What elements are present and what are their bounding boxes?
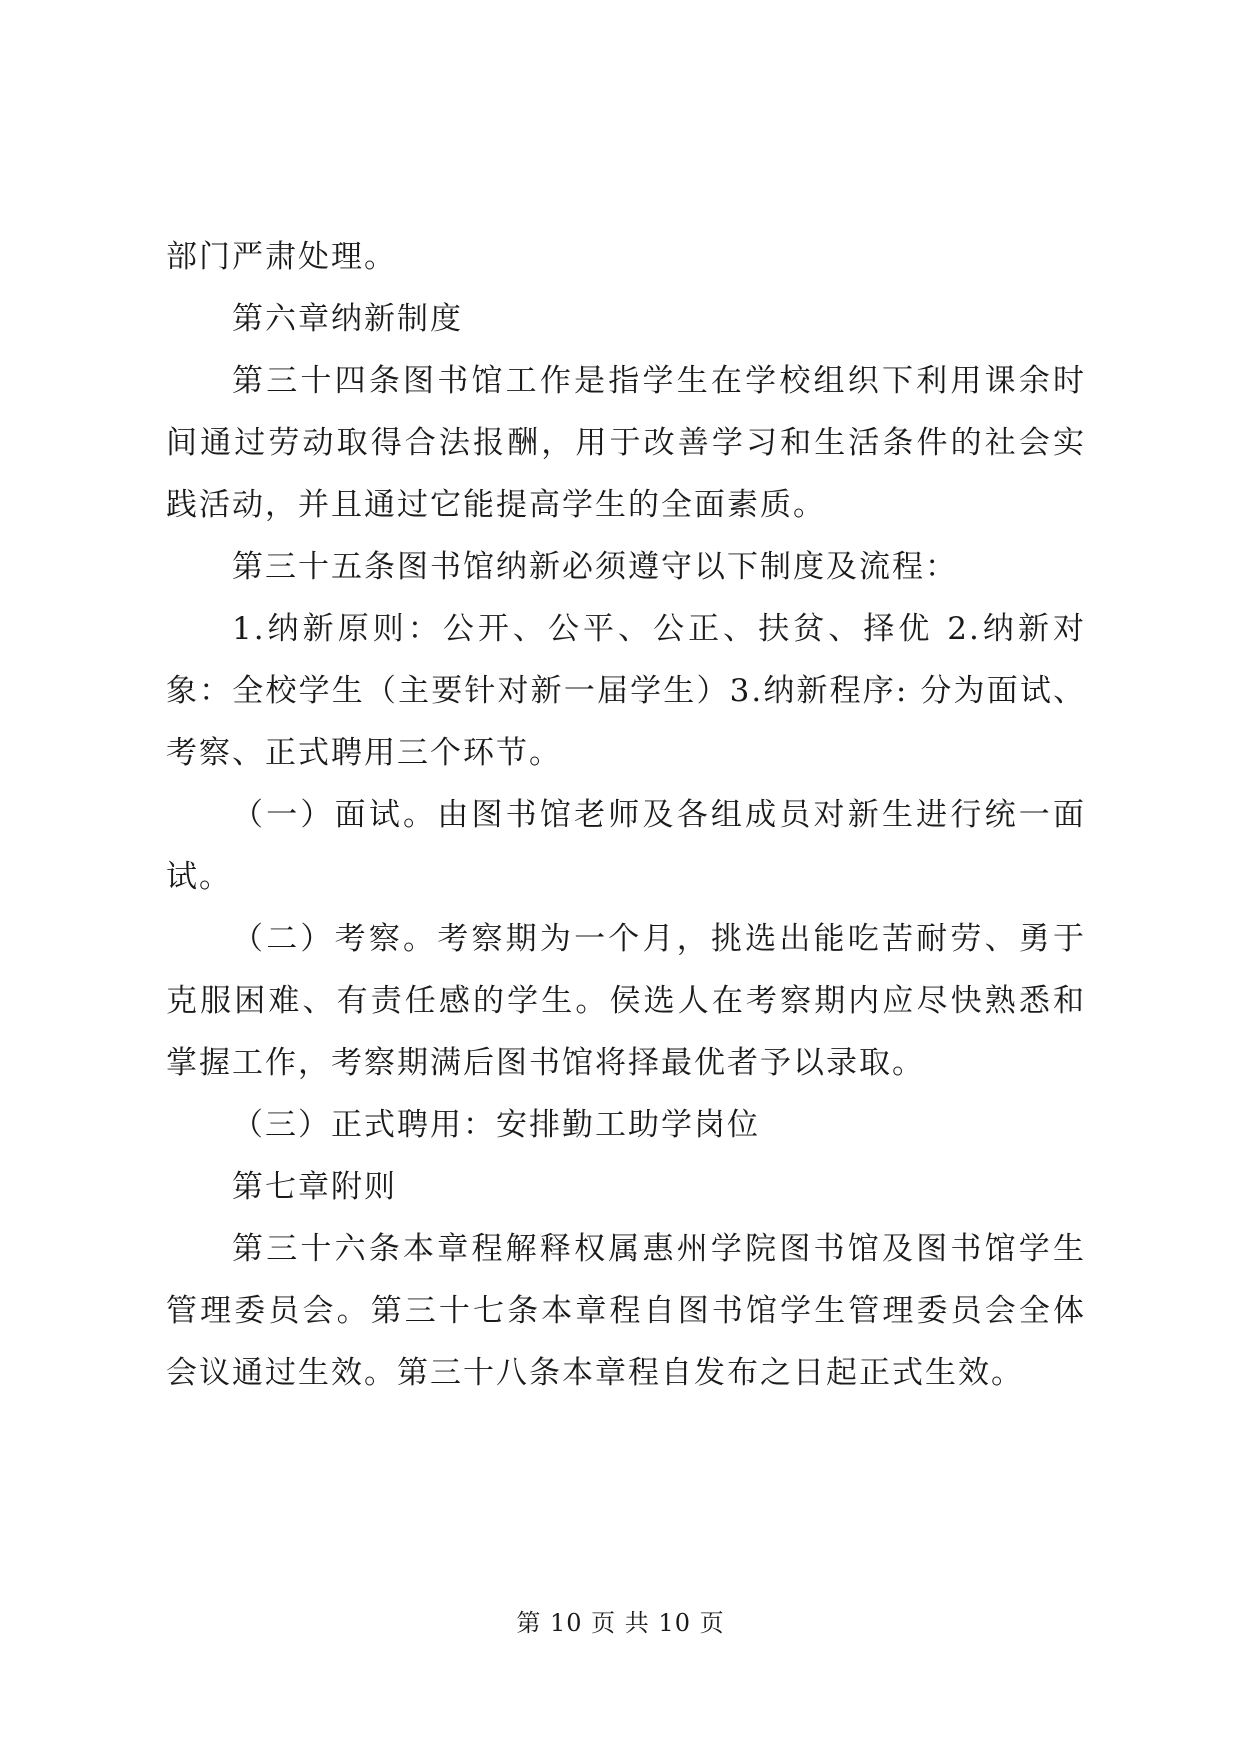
page-number-footer: 第 10 页 共 10 页 [516, 1609, 725, 1637]
chapter-heading-6: 第六章纳新制度 [232, 301, 463, 337]
paragraph-continuation: 部门严肃处理。 [166, 239, 397, 275]
step-interview: （一）面试。由图书馆老师及各组成员对新生进行统一面试。 [166, 797, 1086, 895]
recruitment-rules: 1.纳新原则：公开、公平、公正、扶贫、择优 2.纳新对象：全校学生（主要针对新一届学生）3.纳新程序: 分为面试、考察、正式聘用三个环节。 [166, 611, 1086, 771]
article-34: 第三十四条图书馆工作是指学生在学校组织下利用课余时间通过劳动取得合法报酬，用于改善学习和生活条件的社会实践活动，并且通过它能提高学生的全面素质。 [166, 363, 1086, 523]
step-assessment: （二）考察。考察期为一个月，挑选出能吃苦耐劳、勇于克服困难、有责任感的学生。侯选人在考察期内应尽快熟悉和掌握工作，考察期满后图书馆将择最优者予以录取。 [166, 921, 1086, 1081]
step-hiring: （三）正式聘用：安排勤工助学岗位 [232, 1107, 760, 1143]
article-35: 第三十五条图书馆纳新必须遵守以下制度及流程： [232, 549, 958, 585]
chapter-heading-7: 第七章附则 [232, 1169, 397, 1205]
articles-36-38: 第三十六条本章程解释权属惠州学院图书馆及图书馆学生管理委员会。第三十七条本章程自图书馆学生管理委员会全体会议通过生效。第三十八条本章程自发布之日起正式生效。 [166, 1231, 1086, 1391]
document-body [166, 226, 1086, 1404]
